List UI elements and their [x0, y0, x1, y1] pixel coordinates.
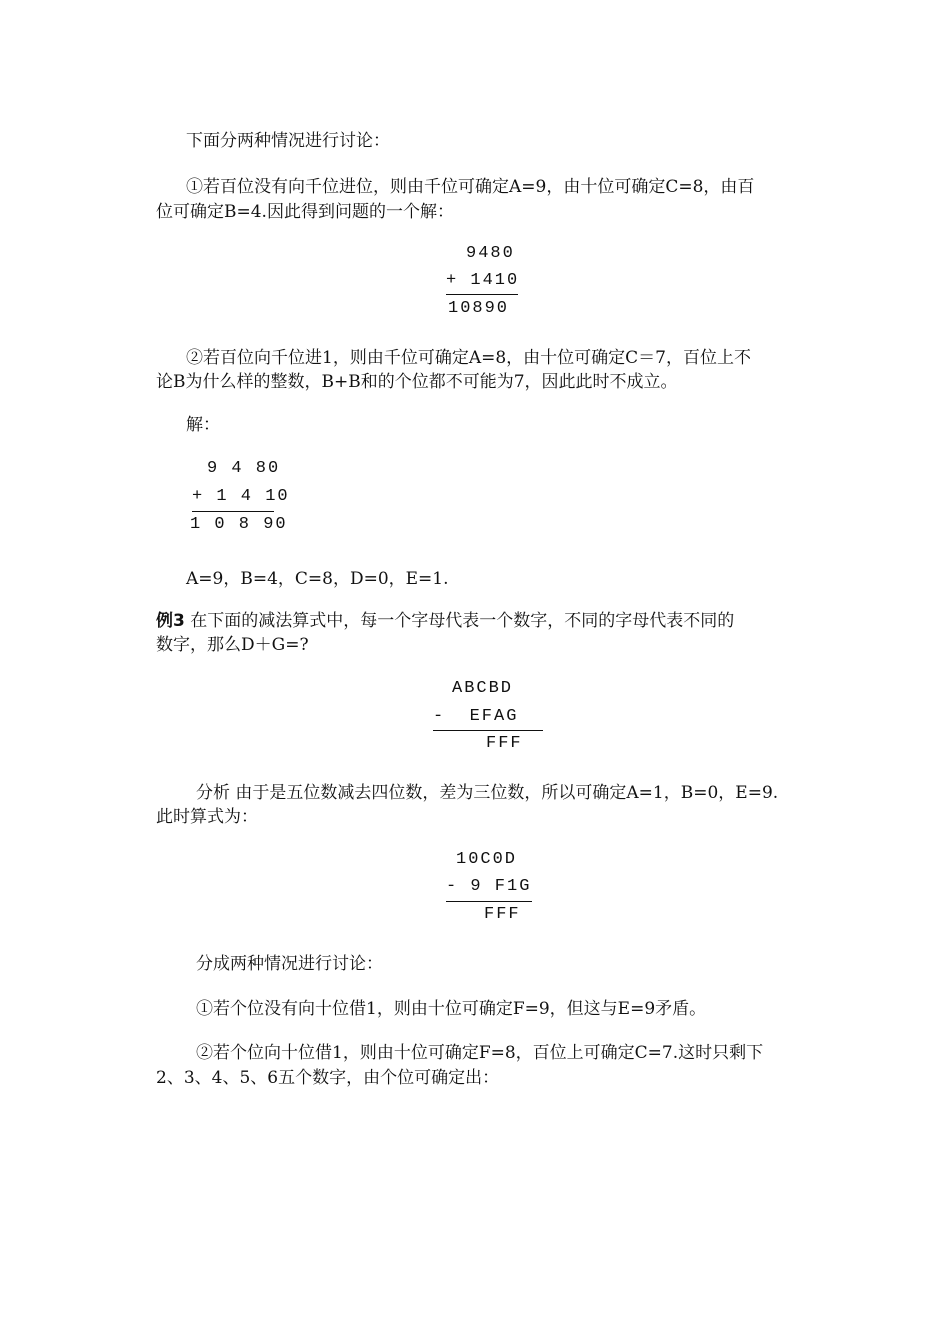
- analysis-line2: 此时算式为：: [156, 807, 258, 827]
- calc3-diff-line: [433, 730, 543, 731]
- analysis-line1: 分析 由于是五位数减去四位数，差为三位数，所以可确定A=1，B=0，E=9.: [196, 783, 779, 803]
- example3-text: 在下面的减法算式中，每一个字母代表一个数字，不同的字母代表不同的: [190, 611, 735, 631]
- case2-line1: ②若百位向千位进1，则由千位可确定A=8，由十位可确定C＝7，百位上不: [186, 348, 751, 368]
- subcase1-line: ①若个位没有向十位借1，则由十位可确定F=9，但这与E=9矛盾。: [196, 999, 707, 1019]
- calc3-result: FFF: [486, 734, 523, 753]
- split-paragraph: 分成两种情况进行讨论：: [196, 954, 383, 974]
- calc2-row2: + 1 4 10: [192, 487, 290, 506]
- calc4-diff-line: [446, 901, 532, 902]
- calc1-result: 10890: [448, 299, 510, 318]
- calc2-row1: 9 4 80: [207, 459, 281, 478]
- calc1-sum-line: [446, 294, 518, 295]
- intro-paragraph: 下面分两种情况进行讨论：: [186, 131, 390, 151]
- calc4-row2: - 9 F1G: [446, 877, 532, 896]
- calc4-row1: 10C0D: [456, 850, 518, 869]
- calc2-result: 1 0 8 90: [190, 515, 288, 534]
- subcase2-line2: 2、3、4、5、6五个数字，由个位可确定出：: [156, 1068, 500, 1088]
- example3-line2: 数字，那么D＋G=?: [156, 635, 309, 655]
- calc3-row1: ABCBD: [452, 679, 514, 698]
- case1-line2: 位可确定B=4.因此得到问题的一个解：: [156, 202, 454, 222]
- example3-label: 例3: [156, 611, 185, 631]
- calc4-result: FFF: [484, 905, 521, 924]
- case2-line2: 论B为什么样的整数，B+B和的个位都不可能为7，因此此时不成立。: [156, 372, 678, 392]
- subcase2-line1: ②若个位向十位借1，则由十位可确定F=8，百位上可确定C=7.这时只剩下: [196, 1043, 764, 1063]
- calc3-row2: - EFAG: [433, 707, 519, 726]
- case1-line1: ①若百位没有向千位进位，则由千位可确定A=9，由十位可确定C=8，由百: [186, 177, 755, 197]
- calc2-sum-line: [192, 511, 274, 512]
- calc1-row1: 9480: [466, 244, 515, 263]
- answer-line: A=9，B=4，C=8，D=0，E=1.: [186, 569, 449, 589]
- solution-label: 解：: [186, 415, 220, 435]
- calc1-row2: + 1410: [446, 271, 520, 290]
- example3-line1: [156, 610, 734, 632]
